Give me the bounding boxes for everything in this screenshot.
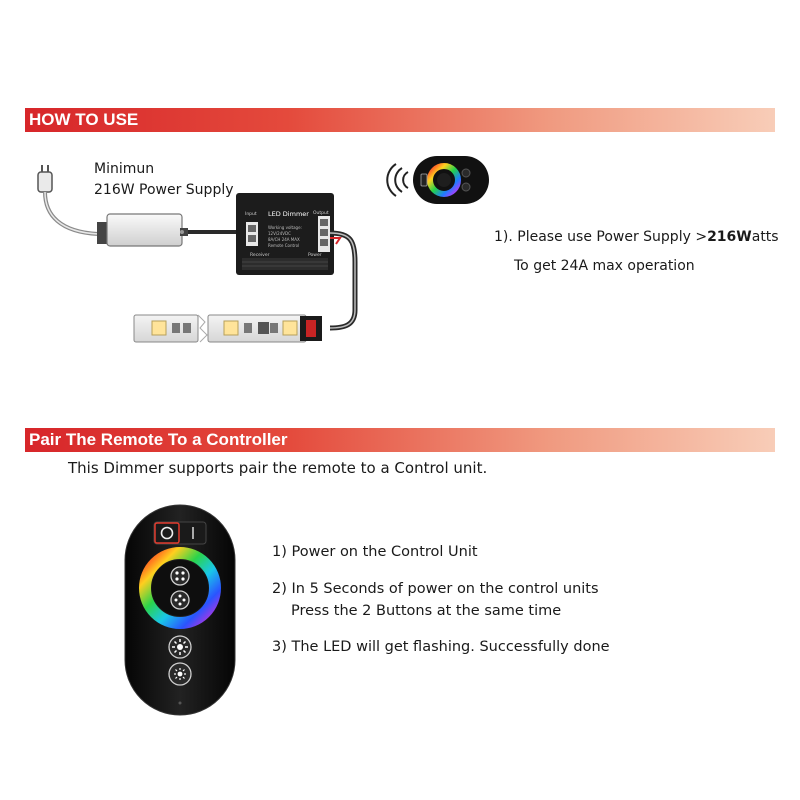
dimmer-spec-4: Remote Control bbox=[268, 243, 300, 248]
note-line-2: To get 24A max operation bbox=[514, 258, 695, 274]
dimmer-spec-1: Working voltage: bbox=[268, 225, 302, 230]
dimmer-input-label: Input bbox=[245, 212, 257, 217]
power-supply-label-line2: 216W Power Supply bbox=[94, 182, 234, 198]
how-to-use-banner: HOW TO USE bbox=[25, 108, 775, 132]
power-supply-label-line1: Minimun bbox=[94, 161, 155, 177]
ac-cord bbox=[45, 192, 98, 234]
dimmer-output-label: Output bbox=[313, 211, 329, 216]
dimmer-spec-2: 12V/24VDC bbox=[268, 231, 291, 236]
note-line-1 bbox=[494, 229, 779, 245]
power-icon[interactable] bbox=[154, 522, 206, 544]
ac-plug bbox=[38, 165, 52, 192]
dimmer-spec-3: 8A/CH 24A MAX bbox=[268, 237, 300, 242]
dimmer-receiver-label: Receiver bbox=[250, 253, 270, 258]
pair-remote-banner: Pair The Remote To a Controller bbox=[25, 428, 775, 452]
pair-step-1: 1) Power on the Control Unit bbox=[272, 544, 478, 560]
brightness-up-icon[interactable] bbox=[169, 636, 191, 658]
power-supply bbox=[97, 214, 188, 246]
dimmer-power-label: Power bbox=[308, 253, 322, 258]
note-line-1-prefix: 1). Please use Power Supply > bbox=[494, 229, 708, 245]
pair-step-3: 3) The LED will get flashing. Successfully done bbox=[272, 639, 610, 655]
small-remote bbox=[413, 156, 489, 204]
pair-intro-text: This Dimmer supports pair the remote to a Control unit. bbox=[68, 459, 488, 477]
note-line-1-suffix: atts bbox=[751, 229, 779, 245]
speed-icon[interactable] bbox=[171, 567, 189, 585]
rf-touch-remote bbox=[120, 500, 240, 720]
note-line-1-value: 216W bbox=[707, 229, 752, 245]
led-strip bbox=[134, 315, 322, 342]
mode-icon[interactable] bbox=[171, 591, 189, 609]
brightness-down-icon[interactable] bbox=[169, 663, 191, 685]
dimmer-title: LED Dimmer bbox=[268, 210, 309, 218]
pair-step-2-line-1: 2) In 5 Seconds of power on the control units bbox=[272, 581, 599, 597]
pair-step-2-line-2: Press the 2 Buttons at the same time bbox=[291, 603, 562, 619]
wireless-signal-icon bbox=[387, 164, 408, 196]
